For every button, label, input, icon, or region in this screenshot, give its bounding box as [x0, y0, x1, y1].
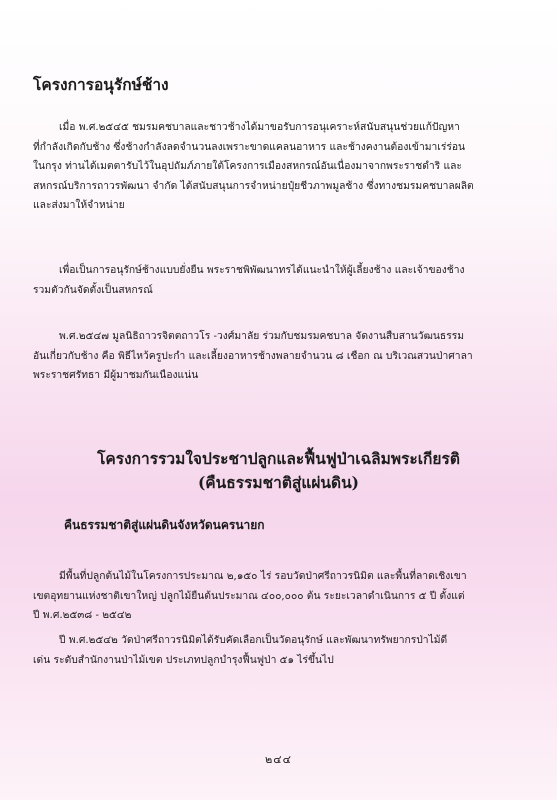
paragraph-elephant-3 — [33, 327, 511, 386]
text-line: รวมตัวกันจัดตั้งเป็นสหกรณ์ — [33, 283, 153, 296]
text-line: เขตอุทยานแห่งชาติเขาใหญ่ ปลูกไม้ยืนต้นประมาณ ๔๐๐,๐๐๐ ต้น ระยะเวลาดำเนินการ ๕ ปี ตั้งแต่ — [33, 589, 465, 602]
text-line: ปี พ.ศ.๒๕๔๒ วัดป่าศรีถาวรนิมิตได้รับคัดเลือกเป็นวัดอนุรักษ์ และพัฒนาทรัพยากรป่าไม้ดี — [59, 634, 448, 646]
text-line: ในกรุง ท่านได้เมตตารับไว้ในอุปถัมภ์ภายใต้โครงการเมืองสหกรณ์อันเนื่องมาจากพระราชดำริ และ — [33, 160, 462, 172]
text-line: เพื่อเป็นการอนุรักษ์ช้างแบบยั่งยืน พระราชพิพัฒนาทรได้แนะนำให้ผู้เลี้ยงช้าง และเจ้าของช้าง — [59, 264, 465, 276]
paragraph-reforestation-2 — [33, 631, 511, 670]
text-line: เด่น ระดับสำนักงานป่าไม้เขต ประเภทปลูกบำรุงฟื้นฟูป่า ๕๑ ไร่ขึ้นไป — [33, 653, 334, 666]
section-title-reforestation: โครงการรวมใจประชาปลูกและฟื้นฟูป่าเฉลิมพระเกียรติ — [97, 449, 460, 468]
section-heading-elephant-conservation: โครงการอนุรักษ์ช้าง — [33, 75, 169, 94]
page-number: ๒๔๔ — [265, 753, 292, 766]
text-line: พ.ศ.๒๕๔๗ มูลนิธิถาวรจิตตถาวโร -วงศ์มาลัย ร่วมกับชมรมคชบาล จัดงานสืบสานวัฒนธรรม — [59, 330, 465, 342]
paragraph-elephant-2 — [33, 261, 511, 300]
text-line: เมื่อ พ.ศ.๒๕๔๕ ชมรมคชบาลและชาวช้างได้มาขอรับการอนุเคราะห์สนับสนุนช่วยแก้ปัญหา — [59, 121, 460, 133]
text-line: มีพื้นที่ปลูกต้นไม้ในโครงการประมาณ ๒,๑๕๐ ไร่ รอบวัดป่าศรีถาวรนิมิต และพื้นที่ลาดเชิงเขา — [59, 570, 467, 582]
text-line: ปี พ.ศ.๒๕๓๘ - ๒๕๔๒ — [33, 609, 132, 621]
text-line: อันเกี่ยวกับช้าง คือ พิธีไหว้ครูปะกำ และเลี้ยงอาหารช้างพลายจำนวน ๘ เชือก ณ บริเวณสวนป่าศาลา — [33, 349, 473, 362]
text-line: สหกรณ์บริการถาวรพัฒนา จำกัด ได้สนับสนุนการจำหน่ายปุ๋ยชีวภาพมูลช้าง ซึ่งทางชมรมคชบาลผลิต — [33, 179, 474, 192]
text-line: ที่กำลังเกิดกับช้าง ซึ่งช้างกำลังลดจำนวนลงเพราะขาดแคลนอาหาร และช้างคงานต้องเข้ามาเร่ร่อน — [33, 140, 466, 153]
paragraph-elephant-1 — [33, 118, 511, 216]
text-line: พระราชศรัทธา มีผู้มาชมกันเนืองแน่น — [33, 369, 199, 381]
subheading-nakhon-nayok: คืนธรรมชาติสู่แผ่นดินจังหวัดนครนายก — [64, 518, 265, 532]
paragraph-reforestation-1 — [33, 567, 511, 626]
text-line: และส่งมาให้จำหน่าย — [33, 199, 125, 211]
section-subtitle-reforestation: (คืนธรรมชาติสู่แผ่นดิน) — [197, 473, 360, 492]
